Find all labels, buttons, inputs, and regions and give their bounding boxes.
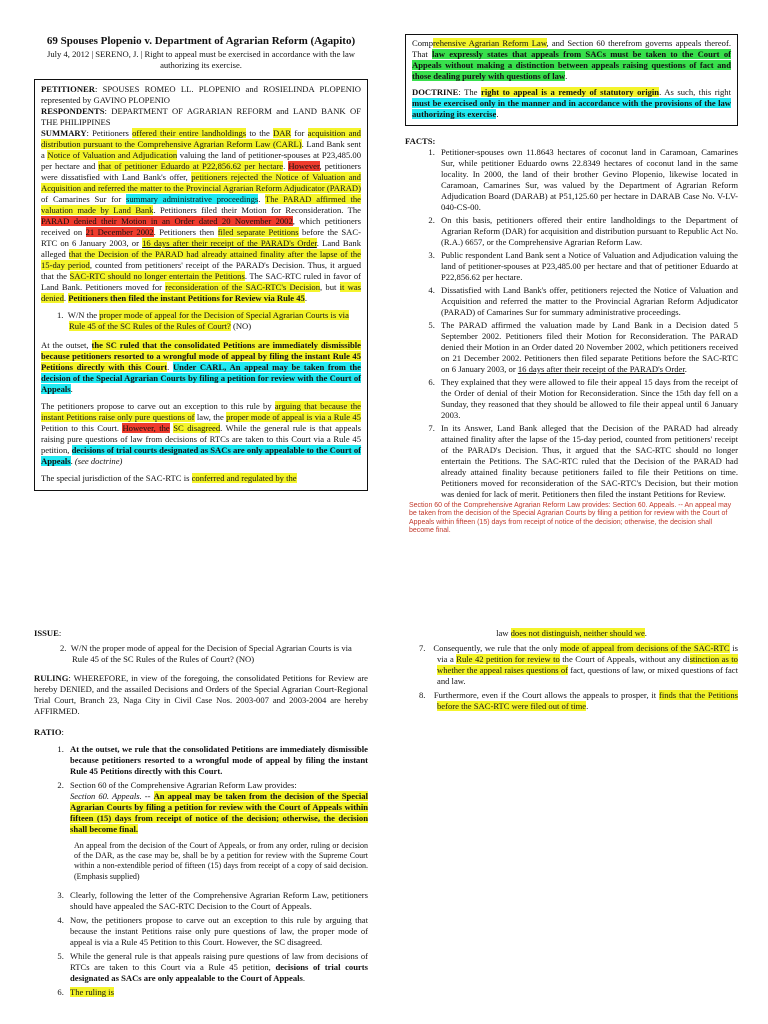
fact-item: 1. Petitioner-spouses own 11.8643 hectares of coconut land in Caramoan, Camarines Sur, while petitioner Eduardo owns 22.8349 hectares of coconut land in the same locality. In 2000, the land of their brother Gevino Plopenio, likewise located in Caramoan, Camarines Sur, was valued by the Department of Agrarian Reform Adjudication Board (DARAB) at P51,125.60 per hectare in DARAB Case No. V-LV-040-CS-00.	[437, 147, 738, 213]
summary-text: .	[283, 161, 289, 172]
ruling-label: RULING	[34, 673, 69, 683]
ratio-item	[66, 987, 368, 998]
continued-text: Comp	[412, 38, 434, 48]
ratio-text: .	[70, 384, 73, 395]
summary-text: . Petitioners filed their Motion for Reconsideration. The	[153, 205, 361, 216]
issue-number: 1.	[57, 310, 64, 321]
lower-right-section	[405, 628, 738, 712]
issue-item	[44, 643, 368, 665]
summary-text: , but	[320, 282, 340, 293]
summary-highlight: that of petitioner Eduardo at P22,856.62 per hectare	[98, 161, 284, 172]
ratio-item-text: .	[302, 972, 306, 983]
ratio-text: The petitioners propose to carve out an exception to this rule by	[41, 401, 275, 412]
summary-text: : Petitioners	[86, 128, 133, 139]
ratio-highlight: proper mode of appeal is via a Rule 45	[226, 412, 361, 423]
section-title: Section 60. Appeals.	[70, 791, 142, 801]
summary-text: before the SAC-RTC on 6 January 2003, or	[41, 227, 361, 249]
summary-paragraph	[41, 128, 361, 304]
ratio-item	[66, 780, 368, 835]
fact-item: 5. The PARAD affirmed the valuation made by Land Bank in a Decision dated 5 September 2002. Petitioners filed their Motion for Reconsideration. The PARAD denied their Motion in an Order dated 20 November 2002, which petitioners received on 21 December 2002. Petitioners then filed separate Petitions before the SAC-RTC on 6 January 2003, or 16 days after their receipt of the PARAD's Order.	[437, 320, 738, 375]
ratio-highlight-red: However, the	[122, 423, 170, 434]
ratio-text: . While the general rule is that appeals raising pure questions of law from decisions of RTCs are taken to this Court via a Rule 45 petition,	[41, 423, 362, 456]
summary-highlight: filed separate Petitions	[217, 227, 299, 238]
ratio-item-text: .	[586, 701, 589, 711]
doctrine-paragraph	[412, 87, 731, 120]
box-issue-item	[41, 310, 361, 332]
summary-text: , petitioners were dissatisfied with Land Bank's offer,	[41, 161, 361, 183]
ratio-text: Petition to this Court.	[41, 423, 123, 434]
box-ratio-paragraph-1	[41, 340, 361, 395]
summary-text: , which petitioners received on	[41, 216, 361, 238]
ratio-item-highlight: An appeal may be taken from the decision of the Special Agrarian Courts by filing a petition for review with the Court of Appeals within fifteen (15) days from receipt of notice of the decision; otherwise, the decision shall become final.	[70, 791, 368, 834]
fact-item: 2. On this basis, petitioners offered their entire landholdings to the Department of Agrarian Reform (DAR) for acquisition and distribution pursuant to Republic Act No. (R.A.) 6657, or the Comprehensive Agrarian Reform Law.	[437, 215, 738, 248]
doctrine-label: DOCTRINE	[412, 87, 459, 97]
doctrine-text: : The	[458, 87, 481, 97]
ratio-item-7	[405, 643, 738, 687]
summary-highlight: The PARAD affirmed the valuation made by Land Bank	[41, 194, 361, 216]
summary-label: SUMMARY	[41, 128, 87, 139]
ratio-item-highlight: The ruling is	[70, 986, 114, 997]
issue-text: (NO)	[230, 321, 252, 332]
ratio-item-highlight: finds that the Petitions before the SAC-RTC were filed out of time	[437, 690, 739, 711]
ratio-item-text: Consequently, we rule that the only	[433, 643, 561, 653]
summary-highlight: it was denied	[41, 282, 361, 304]
ratio-item	[66, 951, 368, 984]
ratio-item-bold: decisions of trial courts designated as SACs are only appealable to the Court of Appeals	[70, 961, 368, 983]
ratio-item-text: fact, questions of law, or mixed questions of fact and law.	[437, 665, 738, 686]
continued-text: law	[496, 628, 511, 638]
item-number: 8.	[419, 690, 426, 700]
item-number: 7.	[419, 643, 426, 653]
summary-text: of Camarines Sur for	[41, 194, 126, 205]
ratio-highlight: the SC ruled that the consolidated Petitions are immediately dismissible because petitioners resorted to a wrongful mode of appeal by filing the instant Rule 45 Petitions directly with this Court	[41, 340, 361, 373]
underlined-phrase: 16 days after their receipt of the PARAD's Order	[517, 364, 685, 374]
summary-highlight: acquisition and distribution pursuant to the Comprehensive Agrarian Reform Law (CARL)	[41, 128, 361, 150]
ratio-list	[66, 744, 368, 835]
ratio-item-highlight: stinction as to whether the appeal raises questions of	[437, 654, 738, 675]
continued-highlight-green: law expressly states that appeals from SACs must be taken to the Court of Appeals without making a distinction between appeals raising questions of fact and those dealing purely with questions of law	[412, 49, 731, 81]
respondents-text: : DEPARTMENT OF AGRARIAN REFORM and LAND BANK OF THE PHILIPPINES	[41, 106, 361, 128]
summary-text: , counted from petitioners' receipt of the PARAD's Decision. Thus, it argued that the	[41, 260, 361, 282]
doctrine-highlight-cyan: must be exercised only in the manner and in accordance with the provisions of the law authorizing its exercise	[412, 98, 731, 119]
ratio-text: At the outset,	[41, 340, 92, 351]
summary-text: . Land Bank alleged	[41, 238, 362, 260]
ratio-item-text: --	[141, 791, 154, 801]
respondents-paragraph	[41, 106, 361, 128]
box-ratio-paragraph-3	[41, 473, 361, 484]
continued-text: .	[565, 71, 568, 81]
summary-highlight-red: However	[288, 161, 320, 172]
summary-highlight: petitioners rejected the Notice of Valuation and Acquisition and referred the matter to the Provincial Agrarian Reform Adjudicator (PARAD)	[41, 172, 361, 194]
case-digest-box	[34, 79, 368, 491]
ratio-item-text: is via a	[437, 643, 738, 664]
ruling-paragraph	[34, 673, 368, 717]
box-ratio-paragraph-2	[41, 401, 361, 467]
ratio-highlight-cyan: Under CARL, An appeal may be taken from the decision of the Special Agrarian Courts by filing a petition for review with the Court of Appeals	[41, 362, 361, 395]
ratio-item-text: At the outset, we rule that the consolidated Petitions are immediately dismissible because petitioners resorted to a wrongful mode of appeal by filing the instant Rule 45 Petitions directly with this Court.	[70, 744, 368, 776]
ratio-item: 3. Clearly, following the letter of the Comprehensive Agrarian Reform Law, petitioners should have appealed the SAC-RTC Decision to the Court of Appeals.	[66, 890, 368, 912]
issue-heading: ISSUE:	[34, 628, 62, 638]
doctrine-text: . As such, this right	[659, 87, 731, 97]
summary-text: to the	[246, 128, 274, 139]
summary-highlight-red: PARAD denied their Motion in an Order dated 20 November 2002	[41, 216, 293, 227]
ratio-list-continued	[66, 890, 368, 998]
section-60-note: Section 60 of the Comprehensive Agrarian Reform Law provides: Section 60. Appeals. -- An appeal may be taken from the decision of the Special Agrarian Courts by filing a petition for review with the Court of Appeals within fifteen (15) days from receipt of notice of the decision; otherwise, the decision shall become final.	[409, 502, 732, 535]
issue-highlight: proper mode of appeal for the Decision of Special Agrarian Courts is via Rule 45 of the SC Rules of the Rules of Court?	[69, 310, 349, 332]
continued-box	[405, 34, 738, 126]
ratio-item-highlight: Rule 42 petition for review to	[456, 654, 560, 664]
summary-highlight: 16 days after their receipt of the PARAD's Order	[142, 238, 317, 249]
ruling-text: : WHEREFORE, in view of the foregoing, the consolidated Petitions for Review are hereby DENIED, and the assailed Decisions and Orders of the Special Agrarian Court-Regional Trial Court, Branch 23, Naga City in Civil Case Nos. 2003-007 and 2003-2004 are hereby AFFIRMED.	[34, 673, 368, 716]
summary-highlight: reconsideration of the SAC-RTC's Decision	[165, 282, 321, 293]
petitioner-paragraph	[41, 84, 361, 106]
summary-highlight: Petitioners then filed the instant Petitions for Review via Rule 45	[68, 293, 305, 304]
fact-item: 6. They explained that they were allowed to file their appeal 15 days from the receipt of the Order of denial of their Motion for Reconsideration. Since the 15th day fell on a Sunday, they reasoned that they should be allowed to file their appeal until 6 January 2003.	[437, 377, 738, 421]
summary-highlight: Notice of Valuation and Adjudication	[47, 150, 178, 161]
summary-highlight: that the Decision of the PARAD had already attained finality after the lapse of the 15-day period	[41, 249, 361, 271]
ratio-heading: RATIO:	[34, 727, 64, 737]
continued-line	[405, 628, 738, 639]
case-subtitle: July 4, 2012 | SERENO, J. | Right to appeal must be exercised in accordance with the law authorizing its exercise.	[47, 49, 355, 71]
fact-item: 7. In its Answer, Land Bank alleged that the Decision of the PARAD had already attained finality after the lapse of the 15-day period, counted from petitioners' receipt of the PARAD's Decision. Thus, it argued that the SAC-RTC should no longer entertain the Petitions. The SAC-RTC ruled that the Decision of the PARAD had already attained finality because petitioners failed to file their Petitions on time. Petitioners moved for reconsideration of the SAC-RTC's Decision, but their motion was denied for lack of merit. Petitioners then filed the instant Petitions for Review.	[437, 423, 738, 500]
summary-text: .	[304, 293, 307, 304]
summary-text: . Petitioners then	[153, 227, 218, 238]
summary-text: . The SAC-RTC ruled in favor of Land Bank. Petitioners moved for	[41, 271, 361, 293]
ratio-note: (see doctrine)	[74, 456, 123, 467]
summary-highlight-cyan: summary administrative proceedings	[126, 194, 259, 205]
continued-text: .	[644, 628, 647, 638]
lower-left-section	[34, 628, 368, 1001]
issue-text: W/N the	[67, 310, 100, 321]
ratio-highlight: conferred and regulated by the	[191, 473, 297, 484]
summary-text: .	[258, 194, 266, 205]
issue-text: W/N the proper mode of appeal for the Decision of Special Agrarian Courts is via Rule 45 of the SC Rules of the Rules of Court? (NO)	[70, 643, 352, 664]
respondents-label: RESPONDENTS	[41, 106, 105, 117]
issue-number: 2.	[60, 643, 67, 653]
ratio-item-text: Section 60 of the Comprehensive Agrarian Reform Law provides:	[70, 780, 297, 790]
issue-label: ISSUE	[34, 628, 59, 638]
doctrine-text: .	[496, 109, 499, 119]
ratio-highlight-cyan: decisions of trial courts designated as SACs are only appealable to the Court of Appeals	[41, 445, 361, 467]
petitioner-text: : SPOUSES ROMEO LL. PLOPENIO and ROSIELINDA PLOPENIO represented by GAVINO PLOPENIO	[41, 84, 361, 106]
right-column	[405, 34, 738, 536]
ratio-label: RATIO	[34, 727, 62, 737]
ratio-item-8	[405, 690, 738, 712]
ratio-text: The special jurisdiction of the SAC-RTC is	[41, 473, 192, 484]
ratio-highlight: arguing that because the instant Petitions raise only pure questions of	[41, 401, 362, 423]
ratio-item-highlight: mode of appeal from decisions of the SAC-RTC	[560, 643, 730, 653]
ratio-highlight: SC disagreed	[173, 423, 221, 434]
quoted-provision: An appeal from the decision of the Court of Appeals, or from any order, ruling or decision of the DAR, as the case may be, shall be by a petition for review with the Supreme Court within a non-extendible period of fifteen (15) days from receipt of a copy of said decision. (Emphasis supplied)	[74, 841, 368, 881]
fact-item: 3. Public respondent Land Bank sent a Notice of Valuation and Adjudication valuing the land of petitioner-spouses at P23,485.00 per hectare and that of petitioner Eduardo at P22,856.62 per hectare.	[437, 250, 738, 283]
continued-paragraph	[412, 38, 731, 82]
facts-list	[437, 147, 738, 500]
fact-item: 4. Dissatisfied with Land Bank's offer, petitioners rejected the Notice of Valuation and Acquisition and referred the matter to the Provincial Agrarian Reform Adjudicator (PARAD) of Camarines Sur for summary administrative proceedings.	[437, 285, 738, 318]
petitioner-label: PETITIONER	[41, 84, 95, 95]
ratio-text: law, the	[194, 412, 227, 423]
ratio-item	[66, 744, 368, 777]
summary-highlight: offered their entire landholdings	[132, 128, 247, 139]
ratio-item-text: Furthermore, even if the Court allows the appeals to prosper, it	[433, 690, 659, 700]
ratio-text: .	[167, 362, 173, 373]
summary-text: for	[291, 128, 308, 139]
continued-highlight: rehensive Agrarian Reform Law	[433, 38, 547, 48]
doctrine-highlight: right to appeal is a remedy of statutory origin	[481, 87, 660, 97]
summary-text: . Land Bank sent a	[41, 139, 361, 161]
summary-text: valuing the land of petitioner-spouses at P23,485.00 per hectare and	[41, 150, 361, 172]
facts-heading: FACTS:	[405, 136, 436, 146]
ratio-text: .	[70, 456, 75, 467]
ratio-item: 4. Now, the petitioners propose to carve out an exception to this rule by arguing that because the instant Petitions raise only pure questions of law, the proper mode of appeal is via a Rule 45 Petition to this Court. However, the SC disagreed.	[66, 915, 368, 948]
continued-text: , and Section 60 therefrom governs appeals thereof. That	[412, 38, 731, 59]
left-column	[34, 34, 368, 491]
continued-highlight: does not distinguish, neither should we	[510, 628, 645, 638]
summary-highlight-red: 21 December 2002	[85, 227, 154, 238]
summary-text: .	[63, 293, 69, 304]
case-title: 69 Spouses Plopenio v. Department of Agrarian Reform (Agapito)	[46, 35, 356, 47]
summary-highlight: DAR	[273, 128, 292, 139]
facts-heading-text: FACTS	[405, 136, 433, 146]
ratio-item-text: While the general rule is that appeals raising pure questions of law from decisions of RTCs are taken to this Court via a Rule 45 petition,	[70, 950, 368, 972]
summary-highlight: SAC-RTC should no longer entertain the Petitions	[69, 271, 245, 282]
ratio-item-text: the Court of Appeals, without any di	[559, 654, 690, 664]
